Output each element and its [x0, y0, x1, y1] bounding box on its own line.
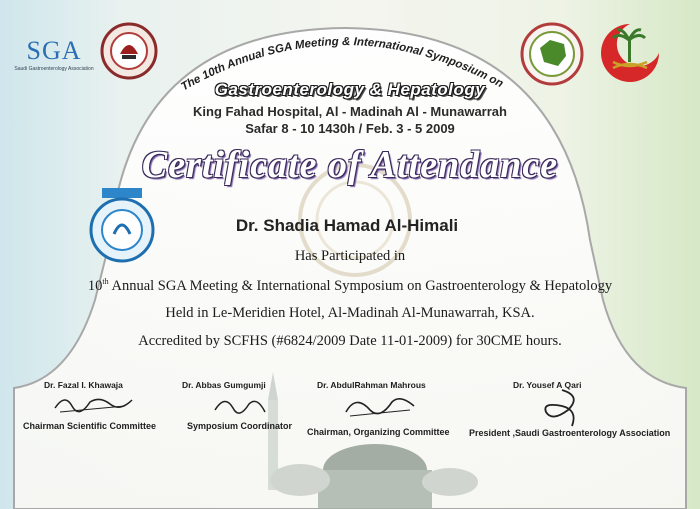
signatory-role-4: President ,Saudi Gastroenterology Association [469, 428, 671, 438]
dates-text: Safar 8 - 10 1430h / Feb. 3 - 5 2009 [245, 121, 455, 136]
signatory-name-3: Dr. AbdulRahman Mahrous [317, 380, 426, 390]
signatory-role-3: Chairman, Organizing Committee [307, 427, 450, 437]
certificate-heading: Certificate of Attendance [141, 144, 559, 186]
sga-logo [14, 36, 94, 72]
participation-line: Has Participated in [294, 248, 406, 264]
event-line [0, 277, 700, 295]
signature-3 [340, 388, 420, 424]
signatory-name-2: Dr. Abbas Gumgumji [182, 380, 266, 390]
arc-title: The 10th Annual SGA Meeting & International Symposium on [179, 35, 506, 94]
venue-text: King Fahad Hospital, Al - Madinah Al - Munawarrah [193, 104, 507, 119]
sga-logo-text: SGA [26, 36, 82, 65]
sga-logo-subtitle: Saudi Gastroenterology Association [14, 66, 94, 72]
recipient-name: Dr. Shadia Hamad Al-Himali [235, 216, 459, 235]
signature-4 [532, 386, 592, 430]
event-description: Annual SGA Meeting & International Symposium on Gastroenterology & Hepatology [108, 277, 613, 294]
location-line: Held in Le-Meridien Hotel, Al-Madinah Al-Munawarrah, KSA. [165, 305, 535, 321]
palm-swords-crescent-icon [595, 18, 665, 88]
signature-1 [50, 388, 140, 418]
signatory-name-1: Dr. Fazal I. Khawaja [44, 380, 123, 390]
saudi-map-emblem-icon [520, 22, 584, 86]
event-ordinal: 10 [87, 277, 103, 294]
signatory-role-1: Chairman Scientific Committee [23, 421, 157, 431]
signatory-name-4: Dr. Yousef A Qari [513, 380, 582, 390]
event-ordinal-suffix: th [102, 277, 109, 286]
signatory-role-2: Symposium Coordinator [187, 421, 293, 431]
subject-title: Gastroenterology & Hepatology [214, 80, 486, 99]
accreditation-line: Accredited by SCFHS (#6824/2009 Date 11-01-2009) for 30CME hours. [138, 333, 562, 349]
hospital-emblem-icon [100, 22, 158, 80]
